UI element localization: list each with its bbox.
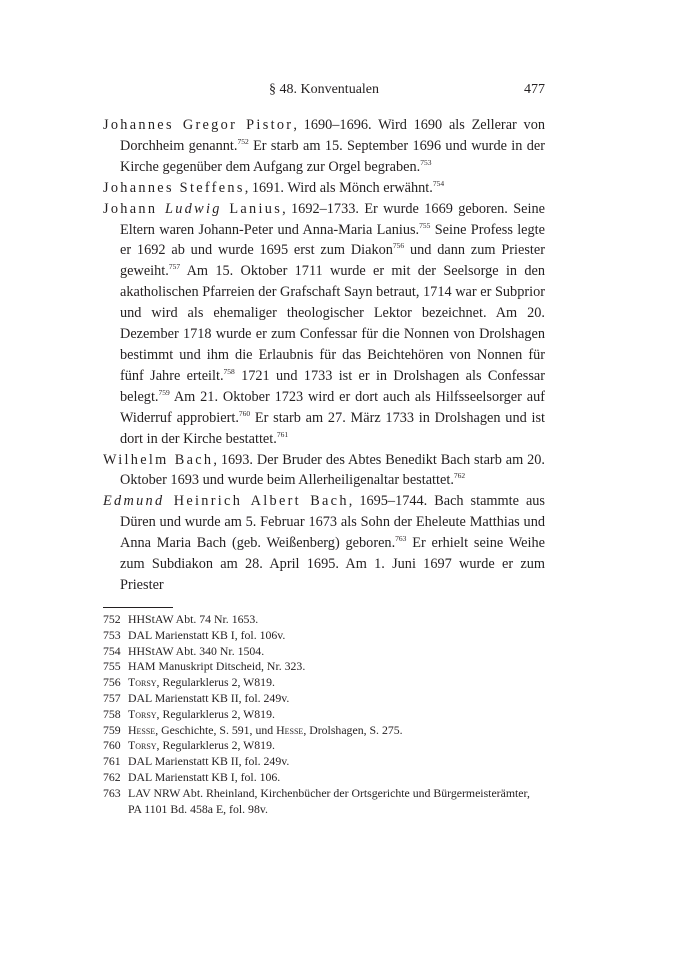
- entry-text: Er erhielt seine Weihe zum Subdiakon am 28. April 1695. Am 1. Juni 1697 wurde er zum Priester: [120, 535, 545, 593]
- entry-text: , 1695–1744. Bach stammte aus Düren und wurde am 5. Februar 1673 als Sohn der Eheleute Matthias und Anna Maria Bach (geb. Weißenberg) geboren.: [120, 493, 545, 552]
- footnote-text: , Geschichte, S. 591, und: [155, 722, 277, 737]
- footnote-ref: 759: [158, 388, 170, 398]
- footnote-ref: 757: [168, 262, 181, 272]
- entry-name: Lanius: [221, 200, 283, 217]
- footnote-number: 763: [103, 785, 121, 800]
- footnote-text: HHStAW Abt. 74 Nr. 1653.: [128, 612, 259, 626]
- entry-name: Johannes Gregor Pistor: [103, 117, 294, 133]
- footnote-number: 757: [103, 690, 121, 705]
- footnote-number: 760: [103, 738, 121, 753]
- section-title: § 48. Konventualen: [268, 82, 380, 97]
- footnote-761: [103, 754, 545, 770]
- entry-name-italic: Ludwig: [164, 200, 222, 217]
- footnote-ref: 756: [392, 241, 405, 251]
- footnote-ref: 753: [420, 158, 432, 168]
- footnote-762: [103, 770, 545, 786]
- entry-text: , 1692–1733. Er wurde 1669 geboren. Seine Eltern waren Johann-Peter und Anna-Maria Lanius.: [120, 200, 545, 238]
- footnote-755: [103, 659, 545, 675]
- footnote-number: 759: [103, 722, 121, 737]
- entry-text: , 1690–1696. Wird 1690 als Zellerar von Dorchheim genannt.: [120, 117, 545, 154]
- footnote-author: Hesse: [128, 722, 156, 737]
- footnote-text: HAM Manuskript Ditscheid, Nr. 323.: [128, 659, 306, 674]
- entry-edmund-bach: [103, 491, 545, 596]
- entry-name: Johann: [103, 200, 165, 217]
- footnote-752: [103, 612, 545, 628]
- footnote-text: DAL Marienstatt KB II, fol. 249v.: [128, 690, 290, 705]
- footnote-ref: 754: [432, 178, 445, 188]
- footnote-text: DAL Marienstatt KB I, fol. 106v.: [128, 627, 286, 642]
- footnote-text: DAL Marienstatt KB I, fol. 106.: [128, 769, 281, 784]
- entry-text: Er starb am 27. März 1733 in Drolshagen und ist dort in der Kirche bestattet.: [120, 409, 545, 447]
- entry-text: , 1691. Wird als Mönch erwähnt.: [244, 179, 433, 196]
- footnote-author: Torsy: [128, 738, 157, 753]
- footnote-separator: [103, 607, 173, 608]
- footnote-number: 756: [103, 675, 121, 690]
- footnote-ref: 755: [419, 220, 431, 230]
- footnote-author: Torsy: [128, 675, 157, 690]
- footnote-756: [103, 675, 545, 691]
- footnote-ref: 761: [276, 429, 289, 439]
- footnotes: [103, 612, 545, 817]
- entry-text: Am 21. Oktober 1723 wird er dort auch als Hilfsseelsorger auf Widerruf approbiert.: [120, 388, 545, 426]
- footnote-754: [103, 644, 545, 660]
- entry-pistor: [103, 115, 545, 178]
- footnote-number: 762: [103, 769, 121, 784]
- footnote-753: [103, 628, 545, 644]
- footnote-760: [103, 738, 545, 754]
- footnote-ref: 763: [395, 534, 407, 544]
- entry-name: Wilhelm Bach: [103, 451, 214, 468]
- footnote-author: Torsy: [128, 706, 157, 721]
- footnote-ref: 758: [223, 367, 235, 377]
- footnote-text: HHStAW Abt. 340 Nr. 1504.: [128, 643, 265, 658]
- entry-name: Johannes Steffens: [103, 179, 245, 196]
- entry-lanius: [103, 199, 545, 450]
- footnote-text: DAL Marienstatt KB II, fol. 249v.: [128, 754, 290, 769]
- entry-text: Seine Profess legte er 1692 ab und wurde 1695 erst zum Diakon: [120, 221, 545, 259]
- footnote-text: , Regularklerus 2, W819.: [156, 675, 275, 690]
- footnote-ref: 760: [238, 408, 251, 418]
- footnote-number: 761: [103, 754, 121, 769]
- entry-name: Heinrich Albert Bach: [164, 493, 349, 510]
- footnote-text: , Regularklerus 2, W819.: [156, 706, 275, 721]
- footnote-text: , Regularklerus 2, W819.: [156, 738, 275, 753]
- entry-text: Er starb am 15. September 1696 und wurde in der Kirche gegenüber dem Aufgang zur Orgel begraben.: [120, 137, 545, 175]
- footnote-763: [103, 786, 545, 818]
- footnote-number: 755: [103, 659, 121, 674]
- footnote-text: LAV NRW Abt. Rheinland, Kirchenbücher der Ortsgerichte und Bürgermeisterämter, PA 1101 Bd. 458a E, fol. 98v.: [128, 785, 530, 816]
- footnote-ref: 762: [453, 471, 466, 481]
- footnote-text: , Drolshagen, S. 275.: [303, 722, 403, 737]
- entry-text: und dann zum Priester geweiht.: [120, 242, 545, 280]
- footnote-759: [103, 723, 545, 739]
- footnote-author: Hesse: [276, 722, 304, 737]
- footnote-757: [103, 691, 545, 707]
- entry-text: 1721 und 1733 ist er in Drolshagen als Confessar belegt.: [120, 367, 546, 405]
- entry-steffens: [103, 178, 545, 199]
- entry-text: , 1693. Der Bruder des Abtes Benedikt Bach starb am 20. Oktober 1693 und wurde beim Allerheiligenaltar bestattet.: [120, 451, 545, 489]
- footnote-ref: 752: [237, 137, 249, 147]
- footnote-number: 752: [103, 612, 121, 626]
- footnote-758: [103, 707, 545, 723]
- entry-wilhelm-bach: [103, 450, 545, 492]
- entry-name-italic: Edmund: [103, 493, 165, 510]
- footnote-number: 754: [103, 643, 121, 658]
- footnote-number: 753: [103, 627, 121, 642]
- footnote-number: 758: [103, 706, 121, 721]
- page-number: 477: [524, 82, 545, 97]
- entry-text: Am 15. Oktober 1711 wurde er mit der Seelsorge in den akatholischen Pfarreien der Grafschaft Sayn betraut, 1714 war er Subprior und wird als ehemaliger theologischer Lektor bezeichnet. Am 20. Dezember 1718 wurde er zum Confessar für die Nonnen von Drolshagen bestimmt und ihm die Erlaubnis für das Beichtehören von Nonnen für fünf Jahre erteilt.: [120, 263, 545, 384]
- main-text: [103, 115, 545, 596]
